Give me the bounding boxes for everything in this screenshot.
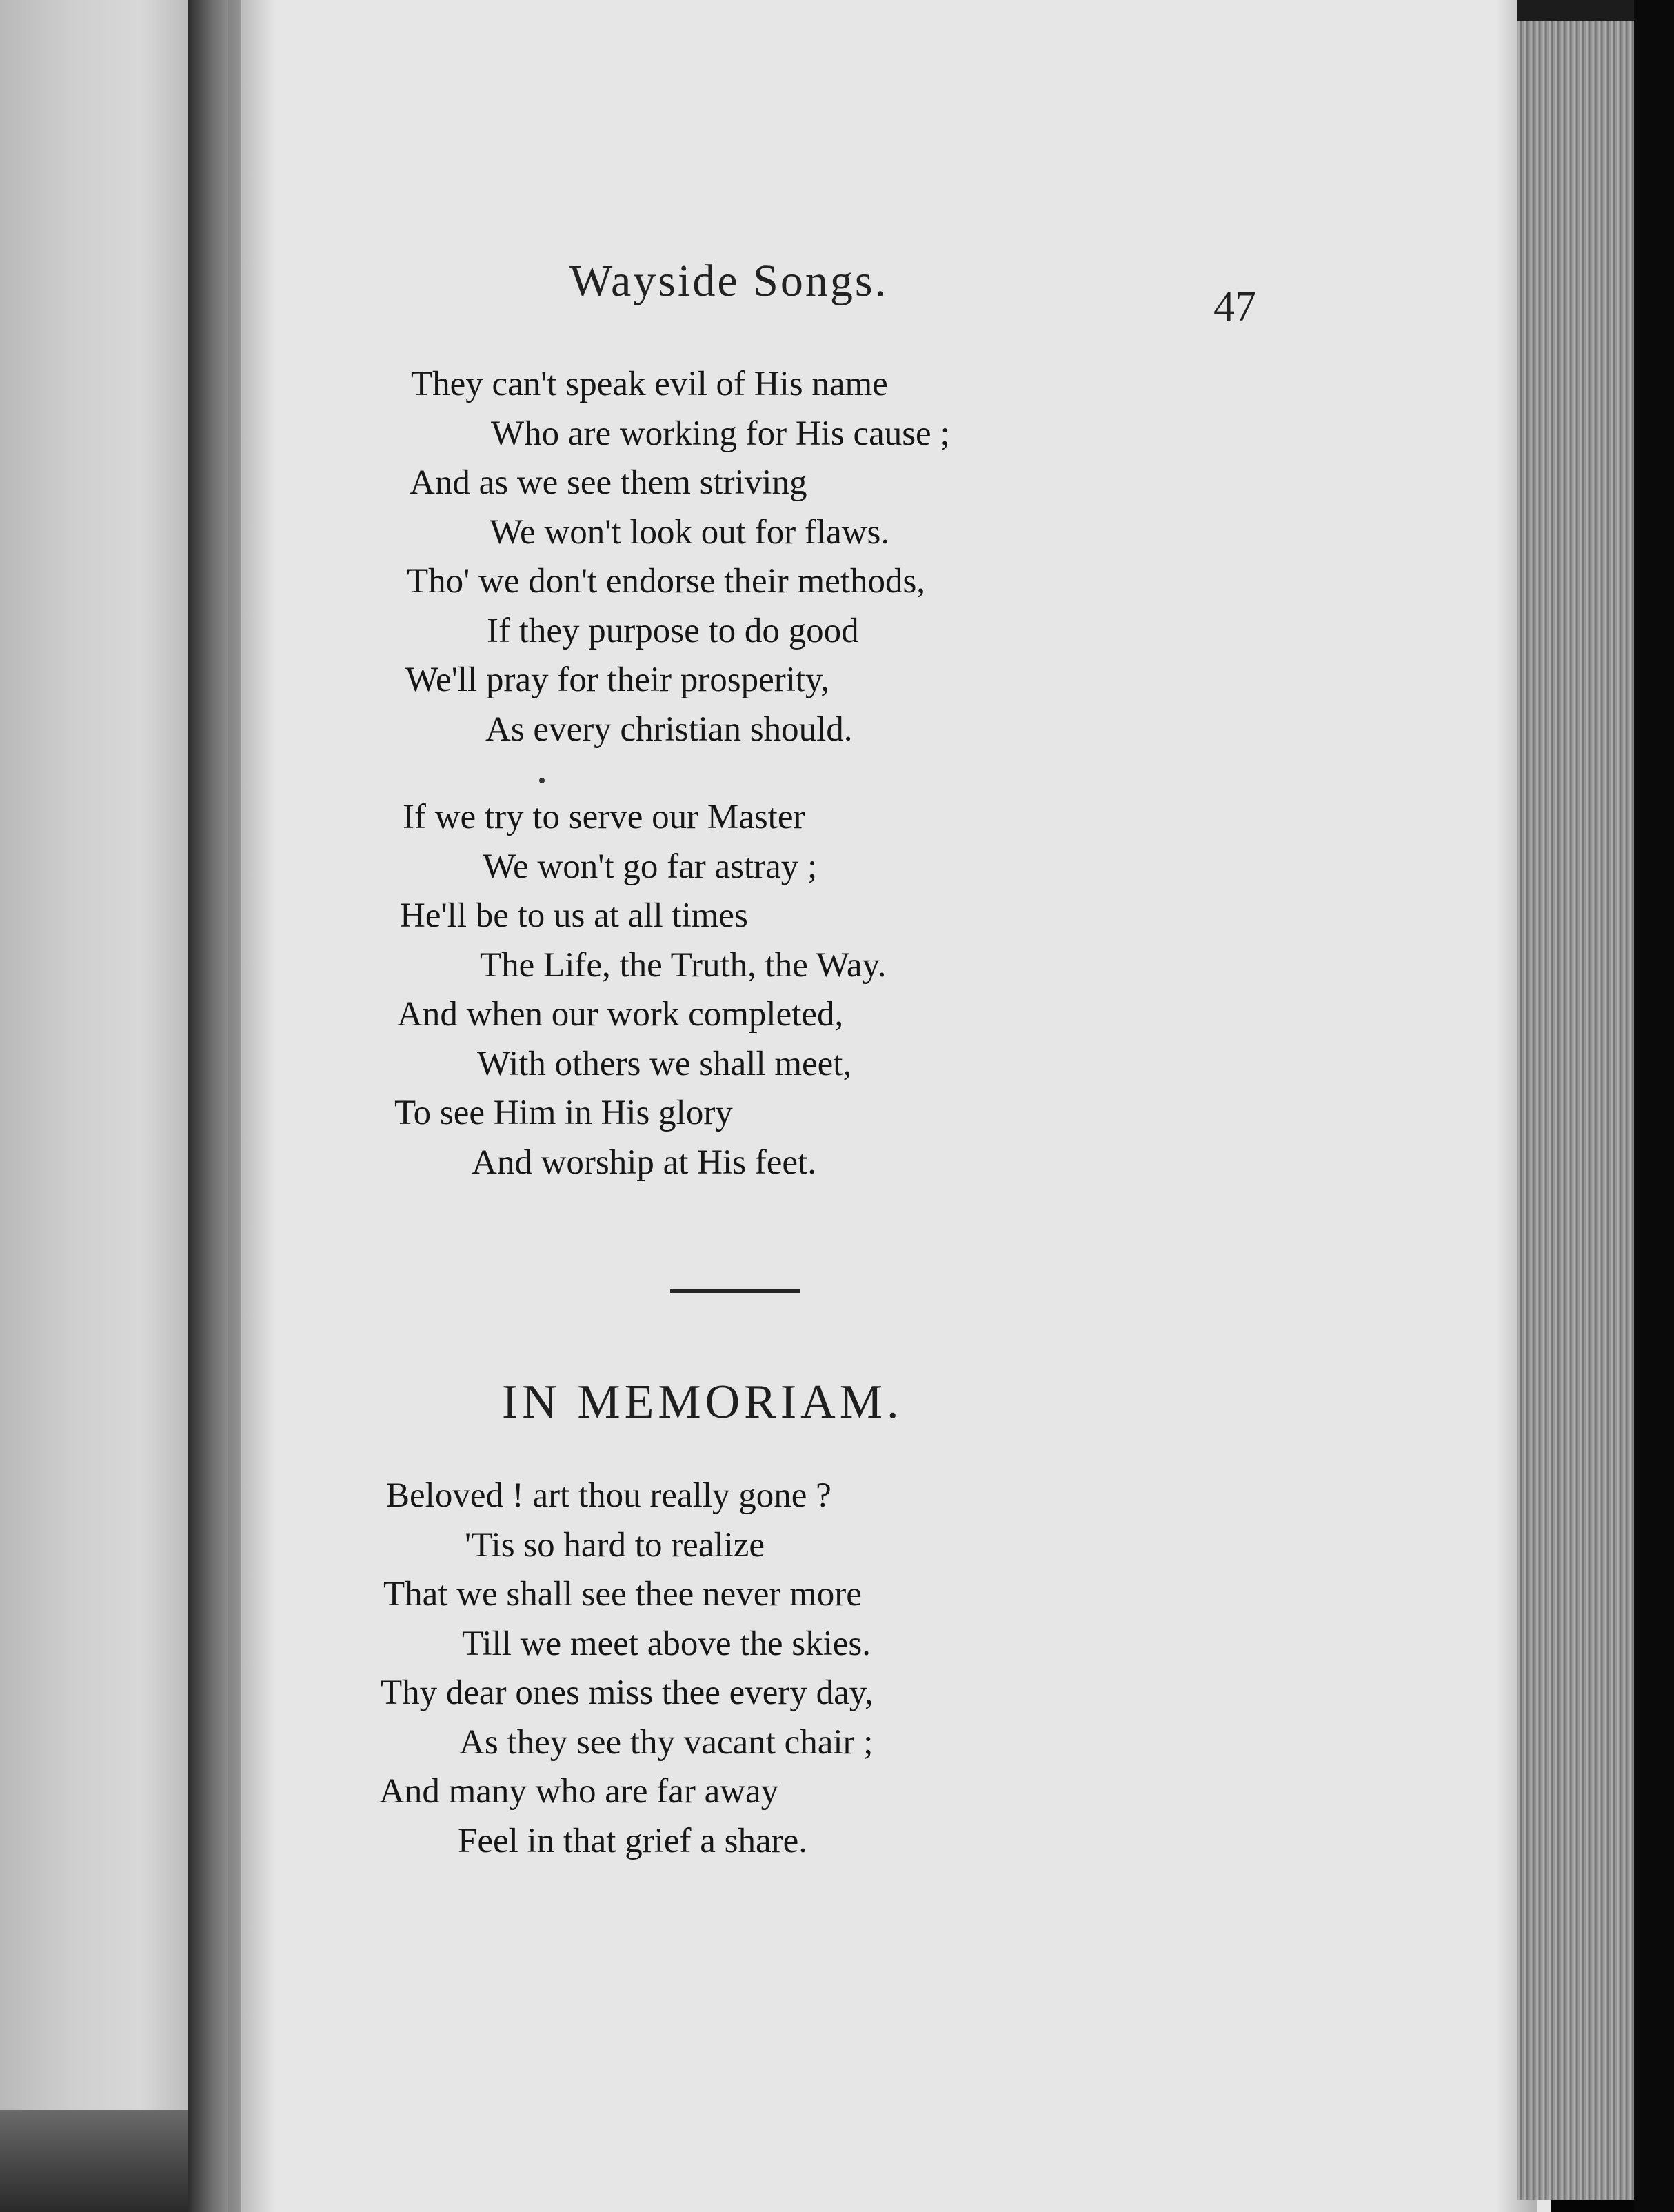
poem-line: Feel in that grief a share. [458, 1822, 807, 1860]
poem-line: Tho' we don't endorse their methods, [407, 562, 926, 601]
poem-line: With others we shall meet, [477, 1045, 852, 1083]
page-number: 47 [1213, 283, 1256, 330]
poem-line: Beloved ! art thou really gone ? [386, 1476, 831, 1515]
gutter-shadow [228, 0, 276, 2212]
poem-line: Who are working for His cause ; [491, 414, 950, 453]
poem-line: 'Tis so hard to realize [465, 1526, 765, 1565]
poem-line: They can't speak evil of His name [411, 365, 888, 403]
poem-title: IN MEMORIAM. [502, 1376, 903, 1429]
poem-line: As every christian should. [485, 710, 853, 749]
poem-line: If they purpose to do good [487, 612, 859, 650]
poem-line: As they see thy vacant chair ; [459, 1723, 874, 1762]
running-title: Wayside Songs. [569, 256, 889, 306]
poem-line: If we try to serve our Master [403, 798, 805, 836]
poem-line: We'll pray for their prosperity, [405, 661, 829, 699]
section-divider [670, 1289, 800, 1293]
poem-line: The Life, the Truth, the Way. [480, 946, 887, 985]
poem-line: And as we see them striving [410, 463, 807, 502]
poem-line: Thy dear ones miss thee every day, [381, 1673, 874, 1712]
poem-line: That we shall see thee never more [383, 1575, 862, 1613]
left-page-shadow [0, 2110, 188, 2212]
left-facing-page [0, 0, 188, 2212]
page-edges [1517, 14, 1634, 2200]
poem-line: Till we meet above the skies. [462, 1625, 871, 1663]
poem-line: We won't look out for flaws. [490, 513, 890, 552]
poem-line: And when our work completed, [397, 995, 844, 1034]
poem-line: And worship at His feet. [472, 1143, 816, 1182]
scan-border [1634, 0, 1674, 2212]
poem-line: He'll be to us at all times [400, 896, 748, 935]
poem-line: And many who are far away [379, 1772, 779, 1811]
poem-line: To see Him in His glory [394, 1094, 733, 1132]
poem-line: We won't go far astray ; [483, 847, 818, 886]
stray-mark [539, 778, 545, 783]
